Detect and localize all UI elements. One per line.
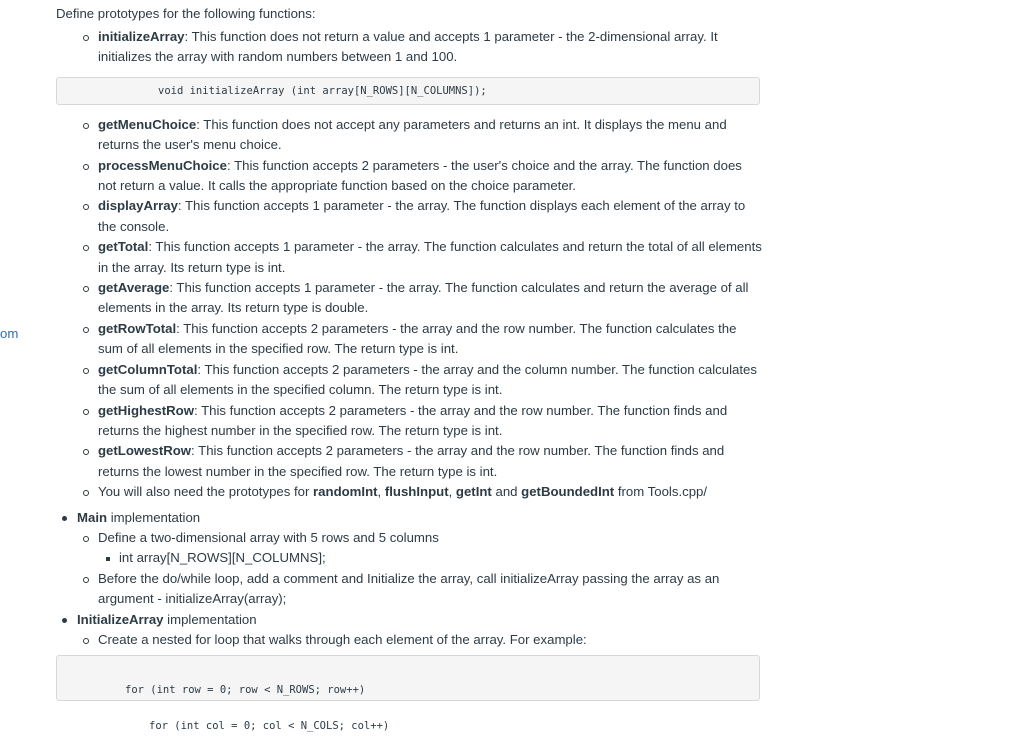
function-name: getRowTotal — [98, 320, 177, 336]
list-item: Create a nested for loop that walks through each element of the array. For example: — [56, 630, 762, 650]
function-name: getLowestRow — [98, 443, 192, 459]
function-name: getColumnTotal — [98, 361, 198, 377]
function-name: displayArray — [98, 198, 178, 214]
function-name: getInt — [455, 484, 492, 500]
function-description: : This function accepts 1 parameter - the array. The function calculates and return the average of all elements in the array. Its return type is double. — [98, 280, 749, 316]
function-name: getBoundedInt — [521, 484, 615, 500]
code-line: for (int col = 0; col < N_COLS; col++) — [149, 720, 390, 733]
section-heading: InitializeArray — [77, 611, 164, 627]
list-item — [56, 237, 762, 278]
function-description: : This function accepts 2 parameters - the array and the column number. The function calculates the sum of all elements in the specified column. The return type is int. — [98, 361, 757, 398]
intro-text: Define prototypes for the following functions: — [56, 6, 316, 21]
function-description: : This function accepts 2 parameters - the array and the row number. The function calculates the sum of all elements in the specified row. The return type is int. — [98, 320, 737, 357]
list-item: Before the do/while loop, add a comment and Initialize the array, call initializeArray passing the array as an argument - initializeArray(array); — [56, 569, 762, 610]
list-item — [56, 441, 762, 482]
main-subsublist — [56, 548, 762, 568]
list-item — [56, 196, 762, 237]
function-description: : This function accepts 1 parameter - the array. The function displays each element of the array to the console. — [98, 198, 746, 234]
list-item-main: Main implementation — [56, 508, 762, 528]
main-sublist — [56, 528, 762, 548]
implementation-list — [56, 508, 762, 528]
function-description: : This function accepts 2 parameters - the user's choice and the array. The function does not return a value. It calls the appropriate function based on the choice parameter. — [98, 157, 742, 194]
code-line: for (int row = 0; row < N_ROWS; row++) — [125, 684, 366, 697]
code-block-prototype — [56, 77, 760, 105]
section-heading: Main — [77, 509, 108, 525]
list-item — [56, 319, 762, 360]
function-name: getMenuChoice — [98, 116, 197, 132]
prototype-list — [56, 27, 762, 68]
list-item — [56, 278, 762, 319]
list-item: int array[N_ROWS][N_COLUMNS]; — [56, 548, 762, 568]
function-name: flushInput — [384, 484, 449, 500]
function-name: processMenuChoice — [98, 157, 227, 173]
main-sublist-2 — [56, 569, 762, 610]
function-description: : This function accepts 2 parameters - the array and the row number. The function finds and returns the highest number in the specified row. The return type is int. — [98, 402, 728, 438]
function-name: getAverage — [98, 280, 170, 296]
function-name: initializeArray — [98, 29, 185, 44]
initialize-sublist — [56, 630, 762, 650]
list-item: Define a two-dimensional array with 5 rows and 5 columns — [56, 528, 762, 548]
function-description: : This function does not accept any parameters and returns an int. It displays the menu and returns the user's menu choice. — [98, 116, 727, 153]
list-item-tools: You will also need the prototypes for randomInt, flushInput, getInt and getBoundedInt from Tools.cpp/ — [56, 482, 762, 502]
function-name: getHighestRow — [98, 402, 194, 418]
function-name: randomInt — [313, 484, 378, 500]
assignment-content — [56, 0, 762, 733]
list-item — [56, 156, 762, 197]
function-description: : This function does not return a value and accepts 1 parameter - the 2-dimensional array. It initializes the array with random numbers between 1 and 100. — [98, 29, 718, 65]
list-item — [56, 401, 762, 442]
function-name: getTotal — [98, 239, 149, 255]
implementation-list-2 — [56, 610, 762, 630]
function-description: : This function accepts 2 parameters - the array and the row number. The function finds and returns the lowest number in the specified row. The return type is int. — [98, 443, 725, 479]
prototype-list-continued — [56, 115, 762, 503]
cut-off-text: om — [0, 326, 19, 341]
code-line: void initializeArray (int array[N_ROWS][N_COLUMNS]); — [158, 84, 487, 97]
function-description: : This function accepts 1 parameter - the array. The function calculates and return the total of all elements in the array. Its return type is int. — [98, 239, 762, 275]
list-item-initialize: InitializeArray implementation — [56, 610, 762, 630]
code-block-loop — [56, 655, 760, 733]
list-item — [56, 27, 762, 68]
list-item — [56, 360, 762, 401]
list-item — [56, 115, 762, 156]
